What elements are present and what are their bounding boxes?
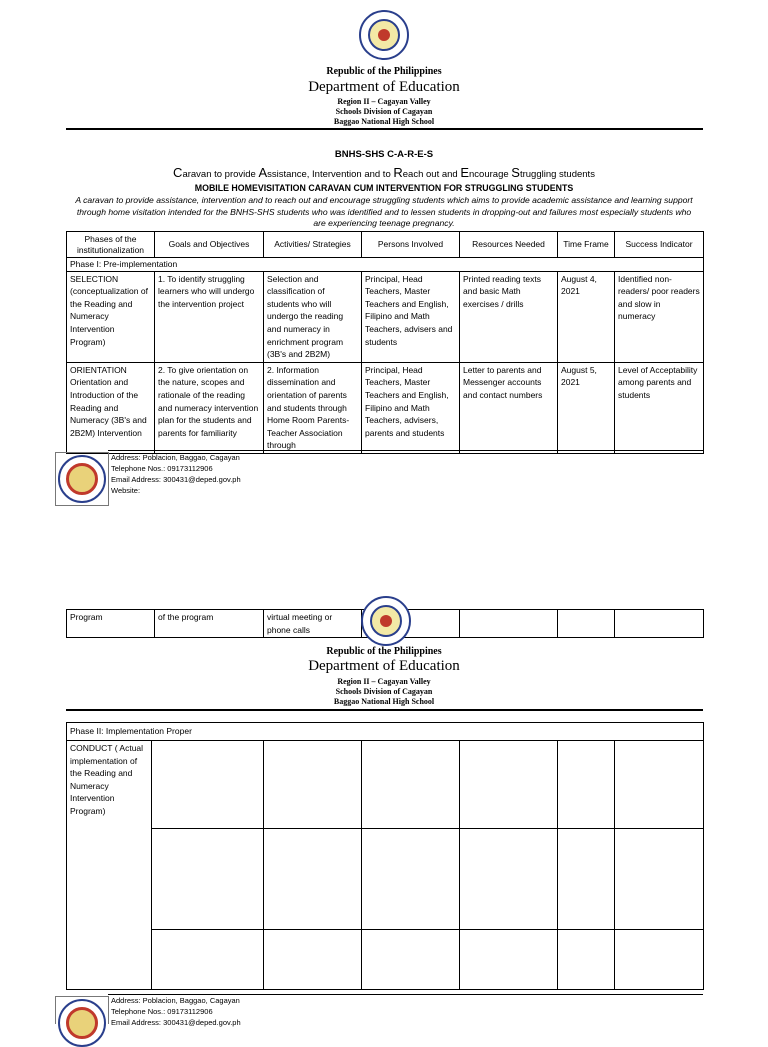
empty-cell — [558, 741, 615, 829]
school-logo-icon — [58, 999, 106, 1047]
cell-goal: of the program — [155, 610, 264, 638]
cell-time — [558, 610, 615, 638]
empty-cell — [264, 930, 362, 990]
cell-resources — [460, 610, 558, 638]
empty-cell — [362, 741, 460, 829]
footer-telephone: Telephone Nos.: 09173112906 — [111, 1007, 213, 1016]
cell-indicator — [615, 610, 704, 638]
cell-goal: 2. To give orientation on the nature, scopes and rationale of the reading and numeracy intervention plan for the students and parents for familiarity — [155, 362, 264, 453]
table-row — [67, 741, 704, 829]
cell-phase: Program — [67, 610, 155, 638]
empty-cell — [460, 741, 558, 829]
footer-email: Email Address: 300431@deped.gov.ph — [111, 475, 241, 484]
region-line: Region II – Cagayan Valley — [337, 97, 431, 106]
col-header: Phases of the institutionalization — [67, 232, 155, 258]
empty-cell — [264, 829, 362, 930]
cell-time: August 5, 2021 — [558, 362, 615, 453]
department-title: Department of Education — [308, 79, 460, 95]
cell-activity: virtual meeting or phone calls — [264, 610, 362, 638]
republic-line: Republic of the Philippines — [326, 646, 442, 657]
empty-cell — [460, 829, 558, 930]
deped-seal-icon — [361, 596, 411, 646]
school-line: Baggao National High School — [333, 697, 435, 706]
footer-address: Address: Poblacion, Baggao, Cagayan — [111, 996, 240, 1005]
empty-cell — [362, 829, 460, 930]
empty-cell — [558, 829, 615, 930]
table-row — [67, 829, 704, 930]
republic-line: Republic of the Philippines — [326, 66, 442, 77]
phase-row — [67, 723, 704, 741]
phase2-label: Phase II: Implementation Proper — [67, 723, 704, 741]
col-header: Success Indicator — [615, 232, 704, 258]
empty-cell — [264, 741, 362, 829]
empty-cell — [152, 829, 264, 930]
empty-cell — [615, 930, 704, 990]
col-header: Persons Involved — [362, 232, 460, 258]
division-line: Schools Division of Cagayan — [335, 687, 433, 696]
empty-cell — [460, 930, 558, 990]
program-description: A caravan to provide assistance, intervention and to reach out and encourage struggling students which aims to provide academic assistance and learning support through home visitation intended for the BNHS-SHS students who was identified and to lessen students in dropping-out and failures most especially students who are experiencing teenage pregnancy. — [75, 195, 693, 228]
empty-cell — [558, 930, 615, 990]
school-line: Baggao National High School — [333, 117, 435, 126]
implementation-table — [66, 722, 704, 990]
footer-telephone: Telephone Nos.: 09173112906 — [111, 464, 213, 473]
cell-conduct: CONDUCT ( Actual implementation of the Reading and Numeracy Intervention Program) — [67, 741, 152, 990]
footer-rule — [108, 450, 703, 451]
table-header-row — [67, 232, 704, 258]
table-row — [67, 362, 704, 453]
table-row — [67, 930, 704, 990]
program-acronym: Caravan to provide Assistance, Intervention and to Reach out and Encourage Struggling students — [173, 165, 595, 180]
empty-cell — [152, 930, 264, 990]
empty-cell — [615, 829, 704, 930]
cell-indicator: Level of Acceptability among parents and students — [615, 362, 704, 453]
cell-activity: 2. Information dissemination and orientation of parents and students through Home Room Parents- Teacher Association through — [264, 362, 362, 453]
deped-seal-icon — [359, 10, 409, 60]
phase-row — [67, 258, 704, 272]
header-rule — [66, 709, 703, 711]
program-code: BNHS-SHS C-A-R-E-S — [334, 149, 434, 160]
plan-table — [66, 231, 704, 454]
cell-indicator: Identified non-readers/ poor readers and slow in numeracy — [615, 271, 704, 362]
school-logo-icon — [58, 455, 106, 503]
department-title: Department of Education — [308, 658, 460, 674]
footer-email: Email Address: 300431@deped.gov.ph — [111, 1018, 241, 1027]
program-subtitle: MOBILE HOMEVISITATION CARAVAN CUM INTERVENTION FOR STRUGGLING STUDENTS — [194, 183, 574, 193]
region-line: Region II – Cagayan Valley — [337, 677, 431, 686]
division-line: Schools Division of Cagayan — [335, 107, 433, 116]
cell-time: August 4, 2021 — [558, 271, 615, 362]
footer-website: Website: — [111, 486, 141, 495]
cell-resources: Letter to parents and Messenger accounts and contact numbers — [460, 362, 558, 453]
cell-goal: 1. To identify struggling learners who will undergo the intervention project — [155, 271, 264, 362]
col-header: Resources Needed — [460, 232, 558, 258]
col-header: Goals and Objectives — [155, 232, 264, 258]
footer-rule — [108, 994, 703, 995]
footer-address: Address: Poblacion, Baggao, Cagayan — [111, 453, 240, 462]
cell-activity: Selection and classification of students who will undergo the reading and numeracy in enrichment program (3B's and 2B2M) — [264, 271, 362, 362]
header-rule — [66, 128, 703, 130]
cell-persons: Principal, Head Teachers, Master Teachers and English, Filipino and Math Teachers, advisers and students — [362, 271, 460, 362]
empty-cell — [362, 930, 460, 990]
col-header: Time Frame — [558, 232, 615, 258]
cell-phase: SELECTION (conceptualization of the Reading and Numeracy Intervention Program) — [67, 271, 155, 362]
cell-resources: Printed reading texts and basic Math exercises / drills — [460, 271, 558, 362]
phase1-label: Phase I: Pre-implementation — [67, 258, 704, 272]
cell-persons: Principal, Head Teachers, Master Teachers and English, Filipino and Math Teachers, advisers, parents and students — [362, 362, 460, 453]
empty-cell — [615, 741, 704, 829]
cell-phase: ORIENTATION Orientation and Introduction of the Reading and Numeracy (3B's and 2B2M) Intervention — [67, 362, 155, 453]
empty-cell — [152, 741, 264, 829]
col-header: Activities/ Strategies — [264, 232, 362, 258]
table-row — [67, 271, 704, 362]
